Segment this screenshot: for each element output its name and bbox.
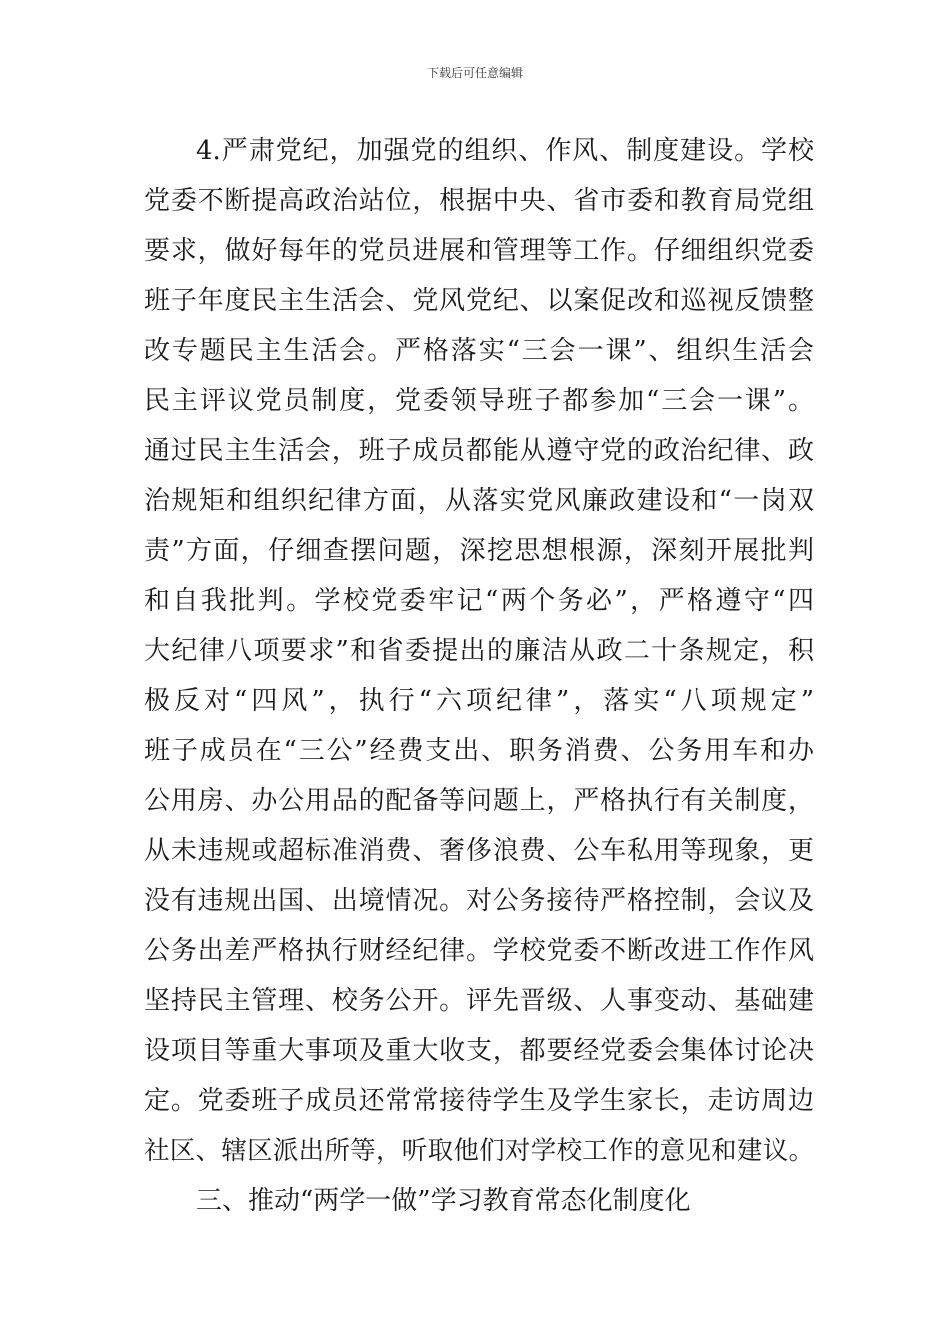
paragraph-line: 治规矩和组织纪律方面，从落实党风廉政建设和“一岗双 xyxy=(144,486,814,516)
section-heading: 三、推动“两学一做”学习教育常态化制度化 xyxy=(196,1186,691,1216)
paragraph-line: 定。党委班子成员还常常接待学生及学生家长，走访周边 xyxy=(144,1086,814,1116)
paragraph-line: 从未违规或超标准消费、奢侈浪费、公车私用等现象，更 xyxy=(144,836,814,866)
page-header-note: 下载后可任意编辑 xyxy=(426,66,523,80)
paragraph-line: 4.严肃党纪，加强党的组织、作风、制度建设。学校 xyxy=(196,136,814,166)
paragraph-line: 社区、辖区派出所等，听取他们对学校工作的意见和建议。 xyxy=(144,1136,814,1166)
paragraph-line: 公务出差严格执行财经纪律。学校党委不断改进工作作风 xyxy=(144,936,814,966)
paragraph-line: 党委不断提高政治站位，根据中央、省市委和教育局党组 xyxy=(144,186,814,216)
paragraph-line: 班子年度民主生活会、党风党纪、以案促改和巡视反馈整 xyxy=(144,286,814,316)
paragraph-line: 大纪律八项要求”和省委提出的廉洁从政二十条规定，积 xyxy=(144,636,814,666)
paragraph-line: 要求，做好每年的党员进展和管理等工作。仔细组织党委 xyxy=(144,236,814,266)
paragraph-line: 和自我批判。学校党委牢记“两个务必”，严格遵守“四 xyxy=(144,586,814,616)
paragraph-line: 责”方面，仔细查摆问题，深挖思想根源，深刻开展批判 xyxy=(144,536,814,566)
paragraph-line: 通过民主生活会，班子成员都能从遵守党的政治纪律、政 xyxy=(144,436,814,466)
paragraph-line: 改专题民主生活会。严格落实“三会一课”、组织生活会 xyxy=(144,336,814,366)
paragraph-line: 公用房、办公用品的配备等问题上，严格执行有关制度， xyxy=(144,786,814,816)
paragraph-line: 没有违规出国、出境情况。对公务接待严格控制，会议及 xyxy=(144,886,814,916)
paragraph-line: 民主评议党员制度，党委领导班子都参加“三会一课”。 xyxy=(144,386,814,416)
paragraph-line: 坚持民主管理、校务公开。评先晋级、人事变动、基础建 xyxy=(144,986,814,1016)
paragraph-line: 班子成员在“三公”经费支出、职务消费、公务用车和办 xyxy=(144,736,814,766)
paragraph-line: 设项目等重大事项及重大收支，都要经党委会集体讨论决 xyxy=(144,1036,814,1066)
paragraph-line: 极反对“四风”，执行“六项纪律”，落实“八项规定” xyxy=(144,686,814,716)
